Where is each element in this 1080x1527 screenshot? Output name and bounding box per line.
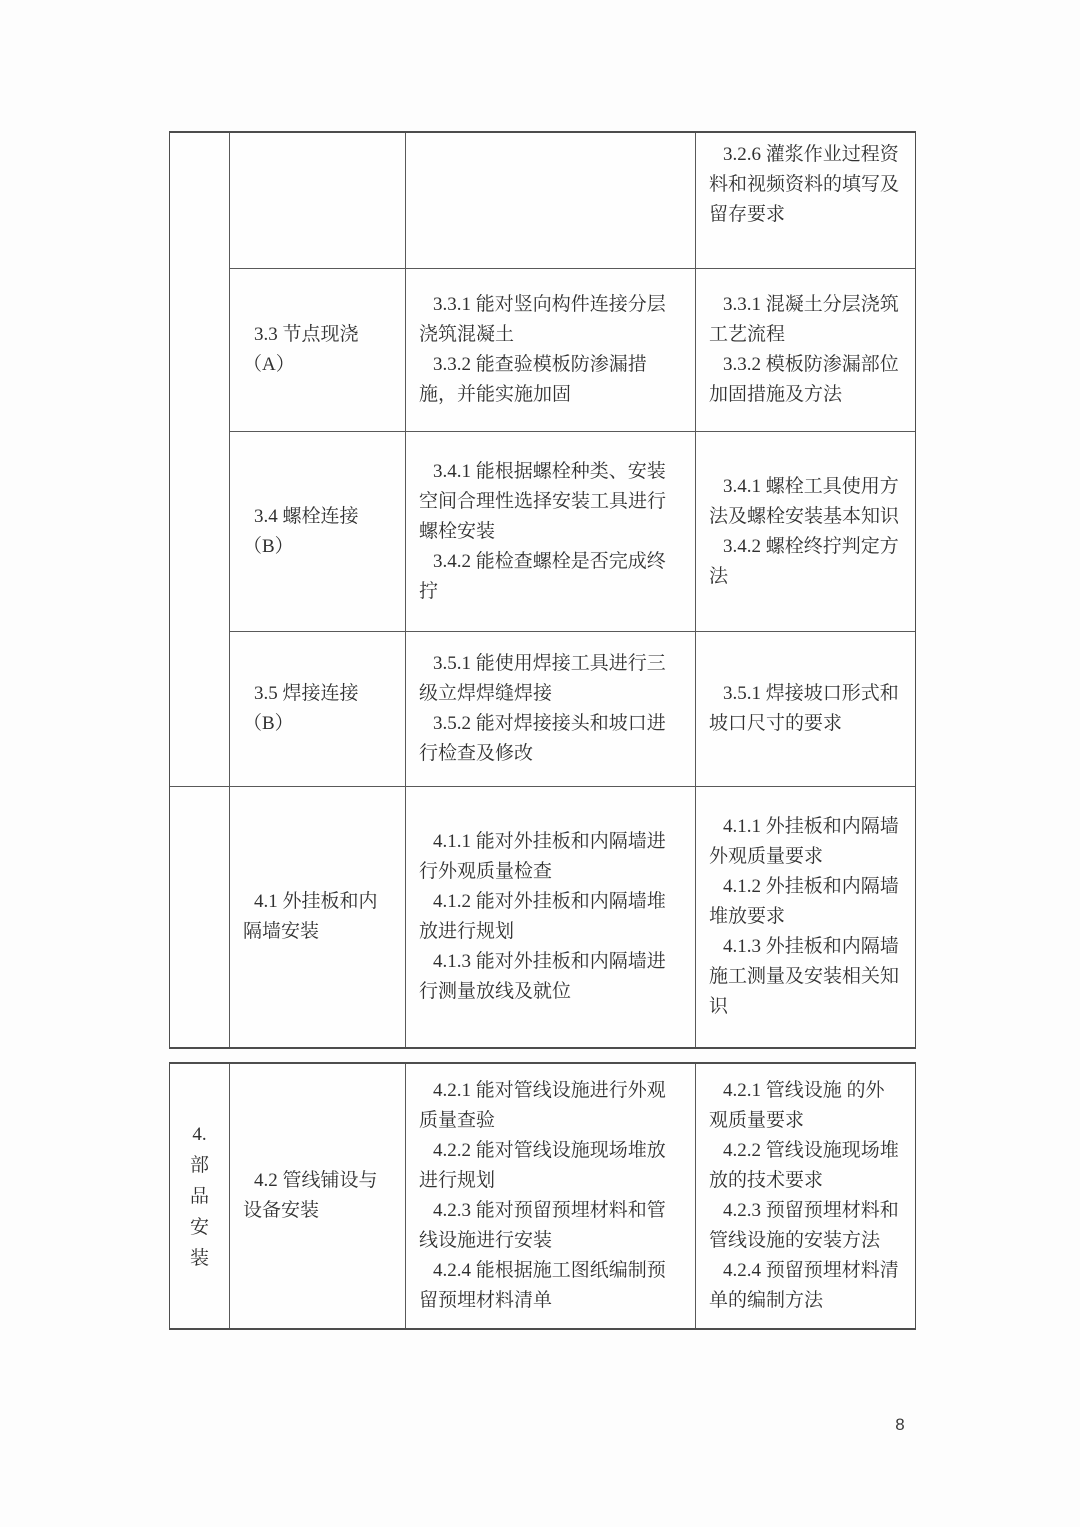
category-cell [230, 269, 406, 432]
knowledge-item: 4.1.2 外挂板和内隔墙堆放要求 [709, 876, 899, 927]
skill-item: 4.2.3 能对预留预埋材料和管线设施进行安装 [419, 1200, 666, 1251]
knowledge-cell [696, 787, 915, 1047]
skill-item: 4.1.1 能对外挂板和内隔墙进行外观质量检查 [419, 831, 666, 882]
skill-item: 4.2.4 能根据施工图纸编制预留预埋材料清单 [419, 1260, 666, 1311]
category-label: 3.4 螺栓连接（B） [243, 505, 359, 557]
category-label: 4.1 外挂板和内隔墙安装 [243, 891, 378, 942]
category-cell [230, 632, 406, 787]
section-label-line: 4. [192, 1123, 207, 1145]
skill-item: 4.1.2 能对外挂板和内隔墙堆放进行规划 [419, 891, 666, 942]
knowledge-item: 4.2.3 预留预埋材料和管线设施的安装方法 [709, 1200, 899, 1251]
skills-cell [406, 269, 696, 432]
requirements-table-lower [169, 1062, 916, 1330]
page-number: 8 [895, 1415, 905, 1434]
skill-item: 3.5.2 能对焊接接头和坡口进行检查及修改 [419, 713, 666, 764]
section-label-line: 安 [189, 1216, 209, 1238]
skill-item: 3.5.1 能使用焊接工具进行三级立焊焊缝焊接 [419, 653, 666, 704]
skill-item: 4.2.2 能对管线设施现场堆放进行规划 [419, 1140, 666, 1191]
skills-cell [406, 1064, 696, 1328]
category-cell [230, 787, 406, 1047]
knowledge-item: 4.1.1 外挂板和内隔墙外观质量要求 [709, 816, 899, 867]
section-cell-empty-top [170, 133, 230, 787]
knowledge-item: 3.4.1 螺栓工具使用方法及螺栓安装基本知识 [709, 475, 900, 527]
knowledge-item: 3.4.2 螺栓终拧判定方法 [709, 535, 899, 587]
category-label: 3.3 节点现浇（A） [243, 324, 359, 375]
skill-item: 4.1.3 能对外挂板和内隔墙进行测量放线及就位 [419, 951, 666, 1002]
skills-cell-empty [406, 133, 696, 269]
requirements-table-upper [169, 131, 916, 1049]
section-cell [170, 1064, 230, 1328]
knowledge-item: 4.1.3 外挂板和内隔墙施工测量及安装相关知识 [709, 936, 900, 1017]
knowledge-item: 3.5.1 焊接坡口形式和坡口尺寸的要求 [709, 683, 899, 734]
knowledge-cell [696, 432, 915, 632]
knowledge-item: 4.2.2 管线设施现场堆放的技术要求 [709, 1140, 899, 1191]
category-label: 3.5 焊接连接（B） [243, 683, 359, 734]
category-cell [230, 432, 406, 632]
section-label-line: 部 [189, 1154, 209, 1176]
knowledge-item: 3.2.6 灌浆作业过程资料和视频资料的填写及留存要求 [709, 144, 900, 225]
knowledge-cell [696, 1064, 915, 1328]
skill-item: 3.4.1 能根据螺栓种类、安装空间合理性选择安装工具进行螺栓安装 [419, 460, 667, 542]
knowledge-item: 3.3.1 混凝土分层浇筑工艺流程 [709, 294, 899, 345]
knowledge-cell [696, 133, 915, 269]
skill-item: 3.4.2 能检查螺栓是否完成终拧 [419, 550, 666, 602]
knowledge-item: 4.2.1 管线设施 的外观质量要求 [709, 1080, 885, 1131]
skills-cell [406, 632, 696, 787]
knowledge-cell [696, 632, 915, 787]
skill-item: 3.3.1 能对竖向构件连接分层浇筑混凝土 [419, 294, 666, 345]
knowledge-cell [696, 269, 915, 432]
section-label-line: 装 [189, 1247, 209, 1269]
skills-cell [406, 432, 696, 632]
category-cell [230, 1064, 406, 1328]
section-cell-empty-bottom [170, 787, 230, 1047]
skill-item: 3.3.2 能查验模板防渗漏措施，并能实施加固 [419, 354, 647, 405]
category-label: 4.2 管线铺设与设备安装 [243, 1170, 378, 1221]
knowledge-item: 4.2.4 预留预埋材料清单的编制方法 [709, 1260, 899, 1311]
knowledge-item: 3.3.2 模板防渗漏部位加固措施及方法 [709, 354, 899, 405]
category-cell-empty [230, 133, 406, 269]
skills-cell [406, 787, 696, 1047]
section-label-line: 品 [189, 1185, 209, 1207]
skill-item: 4.2.1 能对管线设施进行外观质量查验 [419, 1080, 666, 1131]
